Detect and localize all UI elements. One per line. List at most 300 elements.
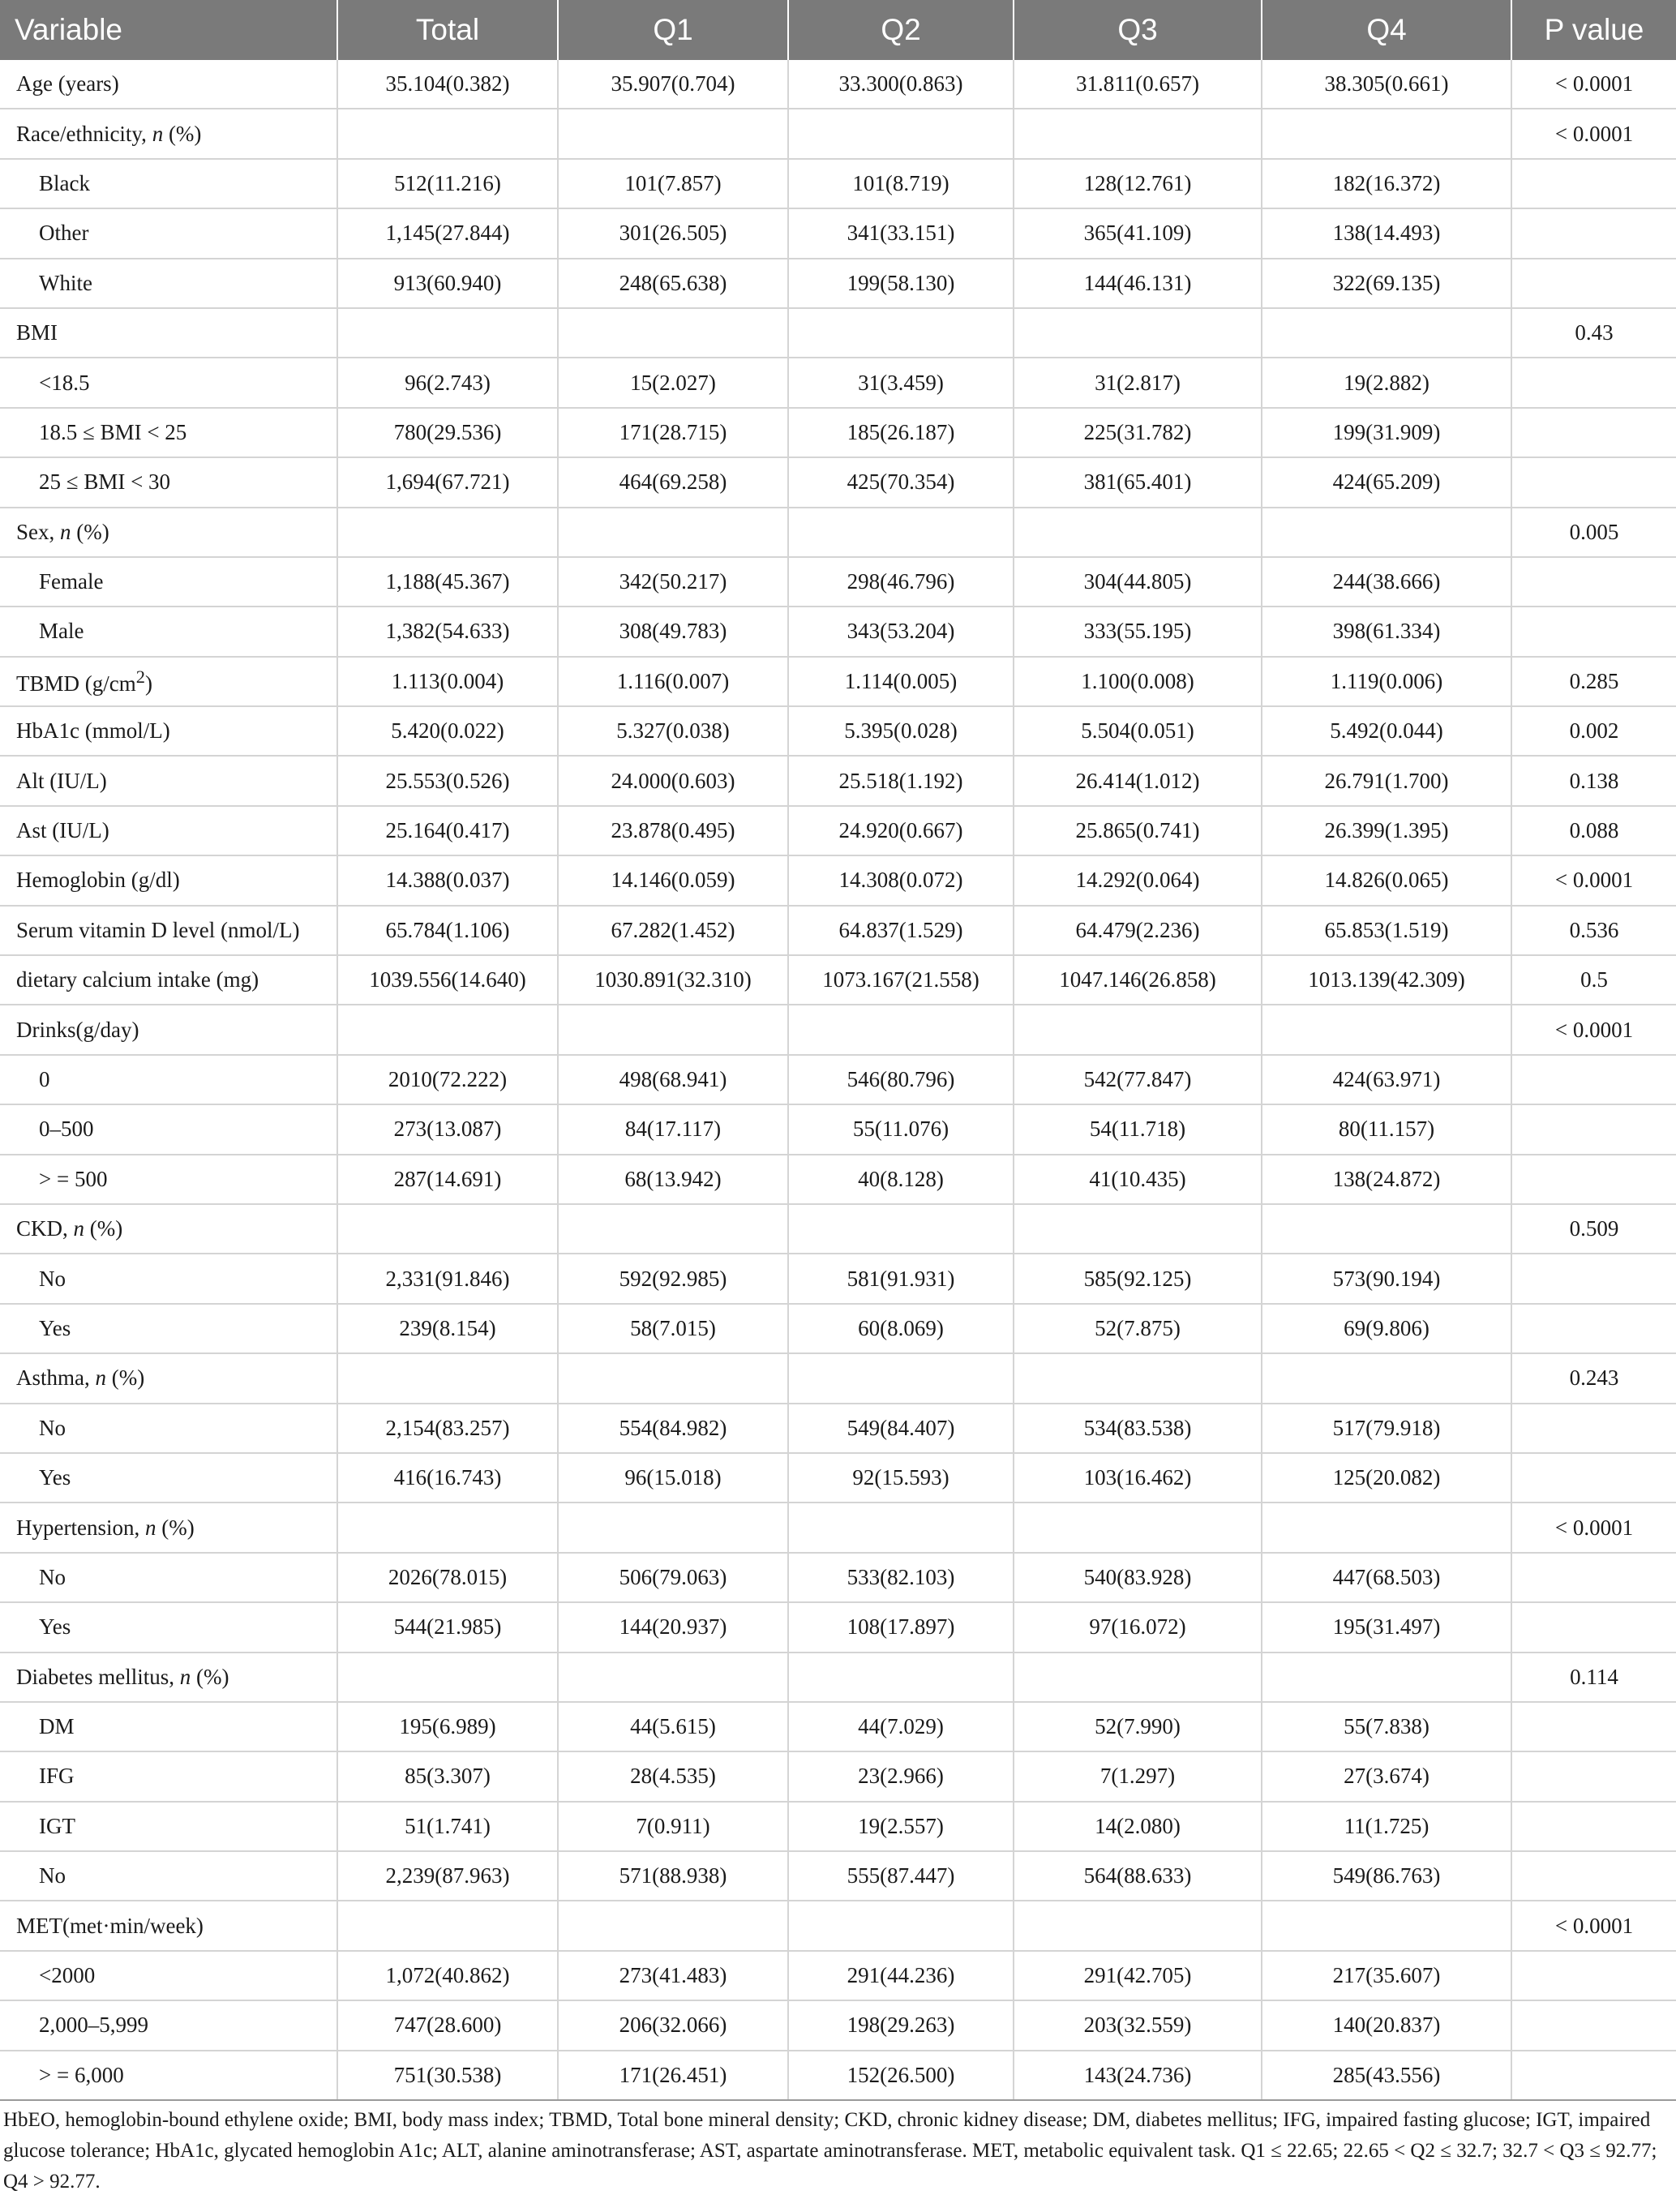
cell-q3 (1014, 1353, 1262, 1403)
cell-q4 (1262, 1503, 1511, 1552)
table-row (0, 457, 1676, 507)
cell-p-value (1511, 457, 1676, 507)
header-total: Total (337, 0, 558, 60)
cell-total (337, 1503, 558, 1552)
table-row (0, 1404, 1676, 1453)
cell-total: 14.388(0.037) (337, 855, 558, 905)
cell-q3 (1014, 1901, 1262, 1950)
cell-q3: 26.414(1.012) (1014, 756, 1262, 805)
cell-p-value (1511, 607, 1676, 656)
cell-variable: <18.5 (0, 358, 337, 407)
cell-variable: Drinks(g/day) (0, 1005, 337, 1054)
cell-q3: 5.504(0.051) (1014, 706, 1262, 756)
cell-total (337, 1353, 558, 1403)
cell-total: 1,382(54.633) (337, 607, 558, 656)
cell-q1 (558, 1901, 788, 1950)
cell-p-value: 0.285 (1511, 657, 1676, 706)
cell-p-value (1511, 1104, 1676, 1154)
table-body (0, 60, 1676, 2100)
cell-total: 25.164(0.417) (337, 806, 558, 855)
cell-q3: 333(55.195) (1014, 607, 1262, 656)
cell-total: 1039.556(14.640) (337, 955, 558, 1005)
cell-q1: 342(50.217) (558, 557, 788, 607)
cell-p-value: 0.138 (1511, 756, 1676, 805)
cell-q1: 58(7.015) (558, 1304, 788, 1353)
cell-q3 (1014, 1503, 1262, 1552)
cell-q1: 248(65.638) (558, 259, 788, 308)
cell-q2 (788, 1353, 1014, 1403)
cell-total: 1.113(0.004) (337, 657, 558, 706)
cell-q2: 108(17.897) (788, 1602, 1014, 1652)
cell-q4: 65.853(1.519) (1262, 906, 1511, 955)
header-q4: Q4 (1262, 0, 1511, 60)
cell-q3: 365(41.109) (1014, 208, 1262, 258)
cell-q2: 40(8.128) (788, 1155, 1014, 1204)
cell-q3: 540(83.928) (1014, 1553, 1262, 1602)
cell-q1: 498(68.941) (558, 1055, 788, 1104)
cell-variable: HbA1c (mmol/L) (0, 706, 337, 756)
cell-total: 96(2.743) (337, 358, 558, 407)
cell-q4: 80(11.157) (1262, 1104, 1511, 1154)
cell-total (337, 308, 558, 358)
cell-q4: 549(86.763) (1262, 1851, 1511, 1901)
cell-variable: Female (0, 557, 337, 607)
cell-p-value (1511, 1702, 1676, 1751)
cell-q1: 14.146(0.059) (558, 855, 788, 905)
cell-variable: DM (0, 1702, 337, 1751)
cell-q4 (1262, 308, 1511, 358)
table-row (0, 358, 1676, 407)
cell-q2: 549(84.407) (788, 1404, 1014, 1453)
cell-total: 35.104(0.382) (337, 60, 558, 109)
cell-q3: 1.100(0.008) (1014, 657, 1262, 706)
cell-q4: 424(63.971) (1262, 1055, 1511, 1104)
cell-variable: > = 6,000 (0, 2051, 337, 2100)
table-row (0, 855, 1676, 905)
cell-q1: 84(17.117) (558, 1104, 788, 1154)
cell-variable: > = 500 (0, 1155, 337, 1204)
cell-q3: 97(16.072) (1014, 1602, 1262, 1652)
cell-p-value (1511, 1155, 1676, 1204)
cell-p-value: 0.536 (1511, 906, 1676, 955)
table-row (0, 806, 1676, 855)
cell-variable: Yes (0, 1453, 337, 1503)
table-row (0, 408, 1676, 457)
cell-q4 (1262, 508, 1511, 557)
cell-q4: 19(2.882) (1262, 358, 1511, 407)
table-row (0, 308, 1676, 358)
cell-q3: 52(7.875) (1014, 1304, 1262, 1353)
cell-p-value (1511, 1602, 1676, 1652)
cell-q2: 60(8.069) (788, 1304, 1014, 1353)
cell-q4: 38.305(0.661) (1262, 60, 1511, 109)
cell-variable: Alt (IU/L) (0, 756, 337, 805)
table-row (0, 1503, 1676, 1552)
cell-q1: 23.878(0.495) (558, 806, 788, 855)
cell-q1: 35.907(0.704) (558, 60, 788, 109)
cell-total: 1,145(27.844) (337, 208, 558, 258)
cell-p-value: 0.002 (1511, 706, 1676, 756)
cell-q2: 185(26.187) (788, 408, 1014, 457)
cell-q3: 41(10.435) (1014, 1155, 1262, 1204)
cell-q4: 199(31.909) (1262, 408, 1511, 457)
cell-total: 2010(72.222) (337, 1055, 558, 1104)
cell-q4: 11(1.725) (1262, 1802, 1511, 1851)
cell-q3: 64.479(2.236) (1014, 906, 1262, 955)
cell-total (337, 109, 558, 158)
cell-q3: 54(11.718) (1014, 1104, 1262, 1154)
cell-q4: 5.492(0.044) (1262, 706, 1511, 756)
cell-q4: 447(68.503) (1262, 1553, 1511, 1602)
cell-p-value (1511, 1802, 1676, 1851)
cell-q3: 52(7.990) (1014, 1702, 1262, 1751)
cell-p-value: 0.243 (1511, 1353, 1676, 1403)
cell-q1: 28(4.535) (558, 1751, 788, 1801)
table-row (0, 159, 1676, 208)
cell-p-value: < 0.0001 (1511, 109, 1676, 158)
cell-variable: Hypertension, n (%) (0, 1503, 337, 1552)
cell-q1: 171(28.715) (558, 408, 788, 457)
cell-variable: Age (years) (0, 60, 337, 109)
cell-total: 2,154(83.257) (337, 1404, 558, 1453)
cell-q1: 554(84.982) (558, 1404, 788, 1453)
cell-q2: 14.308(0.072) (788, 855, 1014, 905)
cell-variable: No (0, 1553, 337, 1602)
table-row (0, 955, 1676, 1005)
cell-variable: Male (0, 607, 337, 656)
cell-total: 512(11.216) (337, 159, 558, 208)
cell-q1: 1.116(0.007) (558, 657, 788, 706)
cell-p-value: < 0.0001 (1511, 1901, 1676, 1950)
cell-p-value (1511, 1951, 1676, 2000)
header-q2: Q2 (788, 0, 1014, 60)
cell-total: 2,239(87.963) (337, 1851, 558, 1901)
cell-q1: 1030.891(32.310) (558, 955, 788, 1005)
cell-p-value (1511, 1254, 1676, 1303)
cell-variable: Race/ethnicity, n (%) (0, 109, 337, 158)
cell-q2: 581(91.931) (788, 1254, 1014, 1303)
cell-q2: 31(3.459) (788, 358, 1014, 407)
cell-q4: 244(38.666) (1262, 557, 1511, 607)
cell-q2: 343(53.204) (788, 607, 1014, 656)
cell-q1: 464(69.258) (558, 457, 788, 507)
cell-q2: 198(29.263) (788, 2000, 1014, 2050)
cell-q3: 381(65.401) (1014, 457, 1262, 507)
cell-q2: 64.837(1.529) (788, 906, 1014, 955)
cell-q1 (558, 1503, 788, 1552)
cell-variable: No (0, 1254, 337, 1303)
table-row (0, 109, 1676, 158)
cell-total: 416(16.743) (337, 1453, 558, 1503)
cell-p-value (1511, 1404, 1676, 1453)
cell-p-value: 0.43 (1511, 308, 1676, 358)
cell-q4: 195(31.497) (1262, 1602, 1511, 1652)
table-row (0, 508, 1676, 557)
cell-q3: 225(31.782) (1014, 408, 1262, 457)
cell-total: 780(29.536) (337, 408, 558, 457)
cell-q4 (1262, 1204, 1511, 1254)
cell-p-value (1511, 2051, 1676, 2100)
table-row (0, 1553, 1676, 1602)
cell-q4: 424(65.209) (1262, 457, 1511, 507)
cell-total (337, 1005, 558, 1054)
cell-q3: 291(42.705) (1014, 1951, 1262, 2000)
cell-q2 (788, 109, 1014, 158)
cell-q4: 27(3.674) (1262, 1751, 1511, 1801)
cell-q4: 26.399(1.395) (1262, 806, 1511, 855)
table-row (0, 1702, 1676, 1751)
cell-total: 751(30.538) (337, 2051, 558, 2100)
cell-q3: 542(77.847) (1014, 1055, 1262, 1104)
cell-variable: Ast (IU/L) (0, 806, 337, 855)
cell-q1: 171(26.451) (558, 2051, 788, 2100)
cell-p-value: < 0.0001 (1511, 60, 1676, 109)
cell-variable: 0 (0, 1055, 337, 1104)
table-row (0, 1851, 1676, 1901)
cell-q3 (1014, 508, 1262, 557)
cell-q1: 571(88.938) (558, 1851, 788, 1901)
cell-q4: 517(79.918) (1262, 1404, 1511, 1453)
cell-q4: 322(69.135) (1262, 259, 1511, 308)
cell-total: 65.784(1.106) (337, 906, 558, 955)
cell-p-value (1511, 358, 1676, 407)
cell-q4 (1262, 1653, 1511, 1702)
cell-q4: 125(20.082) (1262, 1453, 1511, 1503)
cell-q2 (788, 1901, 1014, 1950)
cell-q4: 285(43.556) (1262, 2051, 1511, 2100)
cell-q2: 33.300(0.863) (788, 60, 1014, 109)
table-row (0, 1254, 1676, 1303)
cell-p-value: 0.5 (1511, 955, 1676, 1005)
cell-variable: Sex, n (%) (0, 508, 337, 557)
cell-variable: White (0, 259, 337, 308)
cell-q3 (1014, 1653, 1262, 1702)
cell-total: 25.553(0.526) (337, 756, 558, 805)
cell-q3: 203(32.559) (1014, 2000, 1262, 2050)
cell-total: 913(60.940) (337, 259, 558, 308)
cell-q2: 19(2.557) (788, 1802, 1014, 1851)
table-row (0, 2000, 1676, 2050)
table-row (0, 557, 1676, 607)
cell-total (337, 1204, 558, 1254)
cell-q2: 25.518(1.192) (788, 756, 1014, 805)
cell-q2: 92(15.593) (788, 1453, 1014, 1503)
cell-p-value (1511, 259, 1676, 308)
cell-q1: 308(49.783) (558, 607, 788, 656)
cell-total: 1,694(67.721) (337, 457, 558, 507)
cell-q4: 217(35.607) (1262, 1951, 1511, 2000)
cell-variable: Yes (0, 1304, 337, 1353)
cell-q2: 55(11.076) (788, 1104, 1014, 1154)
table-row (0, 60, 1676, 109)
cell-q2 (788, 508, 1014, 557)
cell-q3 (1014, 1005, 1262, 1054)
cell-total: 85(3.307) (337, 1751, 558, 1801)
cell-q3 (1014, 109, 1262, 158)
cell-p-value: 0.114 (1511, 1653, 1676, 1702)
table-row (0, 1055, 1676, 1104)
cell-q3: 534(83.538) (1014, 1404, 1262, 1453)
cell-variable: Black (0, 159, 337, 208)
table-row (0, 1653, 1676, 1702)
cell-p-value (1511, 208, 1676, 258)
cell-q4: 55(7.838) (1262, 1702, 1511, 1751)
cell-q1 (558, 508, 788, 557)
table-row (0, 1155, 1676, 1204)
cell-q4: 26.791(1.700) (1262, 756, 1511, 805)
cell-q3: 585(92.125) (1014, 1254, 1262, 1303)
cell-q3: 31(2.817) (1014, 358, 1262, 407)
cell-q4: 573(90.194) (1262, 1254, 1511, 1303)
cell-p-value (1511, 557, 1676, 607)
cell-total (337, 1901, 558, 1950)
cell-q4: 182(16.372) (1262, 159, 1511, 208)
cell-q2: 546(80.796) (788, 1055, 1014, 1104)
cell-q3: 128(12.761) (1014, 159, 1262, 208)
cell-q1 (558, 109, 788, 158)
cell-q3: 103(16.462) (1014, 1453, 1262, 1503)
cell-total: 195(6.989) (337, 1702, 558, 1751)
table-row (0, 906, 1676, 955)
cell-q2: 1073.167(21.558) (788, 955, 1014, 1005)
cell-q2 (788, 308, 1014, 358)
cell-q3: 25.865(0.741) (1014, 806, 1262, 855)
cell-variable: No (0, 1851, 337, 1901)
table-row (0, 657, 1676, 706)
cell-q2: 341(33.151) (788, 208, 1014, 258)
cell-q4 (1262, 1901, 1511, 1950)
cell-variable: Other (0, 208, 337, 258)
table-row (0, 1802, 1676, 1851)
cell-q3: 564(88.633) (1014, 1851, 1262, 1901)
cell-variable: IFG (0, 1751, 337, 1801)
cell-variable: MET(met·min/week) (0, 1901, 337, 1950)
cell-q3: 144(46.131) (1014, 259, 1262, 308)
cell-q2 (788, 1005, 1014, 1054)
cell-variable: <2000 (0, 1951, 337, 2000)
table-row (0, 607, 1676, 656)
table-row (0, 1751, 1676, 1801)
table-header-row (0, 0, 1676, 60)
cell-variable: 18.5 ≤ BMI < 25 (0, 408, 337, 457)
cell-variable: 2,000–5,999 (0, 2000, 337, 2050)
cell-p-value: 0.005 (1511, 508, 1676, 557)
cell-total: 1,072(40.862) (337, 1951, 558, 2000)
cell-q1: 5.327(0.038) (558, 706, 788, 756)
cell-q1: 7(0.911) (558, 1802, 788, 1851)
cell-q3: 7(1.297) (1014, 1751, 1262, 1801)
table-row (0, 1005, 1676, 1054)
cell-q1: 67.282(1.452) (558, 906, 788, 955)
cell-q2: 101(8.719) (788, 159, 1014, 208)
cell-q3 (1014, 308, 1262, 358)
cell-variable: 25 ≤ BMI < 30 (0, 457, 337, 507)
table-row (0, 2051, 1676, 2100)
cell-q4 (1262, 1353, 1511, 1403)
cell-q4: 398(61.334) (1262, 607, 1511, 656)
cell-p-value (1511, 1453, 1676, 1503)
cell-q1 (558, 1005, 788, 1054)
cell-q4 (1262, 1005, 1511, 1054)
cell-q1: 144(20.937) (558, 1602, 788, 1652)
cell-q1: 273(41.483) (558, 1951, 788, 2000)
cell-p-value: 0.088 (1511, 806, 1676, 855)
cell-q2: 291(44.236) (788, 1951, 1014, 2000)
cell-variable: No (0, 1404, 337, 1453)
cell-q2: 425(70.354) (788, 457, 1014, 507)
cell-q1: 101(7.857) (558, 159, 788, 208)
cell-q2 (788, 1653, 1014, 1702)
cell-q4: 140(20.837) (1262, 2000, 1511, 2050)
table-row (0, 1901, 1676, 1950)
cell-q1: 96(15.018) (558, 1453, 788, 1503)
table-row (0, 1104, 1676, 1154)
cell-total (337, 1653, 558, 1702)
cell-q2 (788, 1503, 1014, 1552)
cell-variable: Asthma, n (%) (0, 1353, 337, 1403)
table-row (0, 1204, 1676, 1254)
cell-p-value (1511, 408, 1676, 457)
cell-q2: 5.395(0.028) (788, 706, 1014, 756)
cell-q2 (788, 1204, 1014, 1254)
cell-total: 544(21.985) (337, 1602, 558, 1652)
cell-p-value (1511, 1751, 1676, 1801)
cell-q2: 533(82.103) (788, 1553, 1014, 1602)
table-row (0, 1602, 1676, 1652)
cell-variable: IGT (0, 1802, 337, 1851)
cell-q4: 1013.139(42.309) (1262, 955, 1511, 1005)
cell-q2: 24.920(0.667) (788, 806, 1014, 855)
cell-variable: Hemoglobin (g/dl) (0, 855, 337, 905)
table-row (0, 1304, 1676, 1353)
cell-variable: Diabetes mellitus, n (%) (0, 1653, 337, 1702)
cell-q3: 304(44.805) (1014, 557, 1262, 607)
cell-q3: 31.811(0.657) (1014, 60, 1262, 109)
cell-variable: BMI (0, 308, 337, 358)
cell-p-value: 0.509 (1511, 1204, 1676, 1254)
cell-q2: 298(46.796) (788, 557, 1014, 607)
cell-q3: 14.292(0.064) (1014, 855, 1262, 905)
cell-p-value: < 0.0001 (1511, 1503, 1676, 1552)
cell-q3: 1047.146(26.858) (1014, 955, 1262, 1005)
cell-q1: 592(92.985) (558, 1254, 788, 1303)
cell-q1: 15(2.027) (558, 358, 788, 407)
cell-q1: 301(26.505) (558, 208, 788, 258)
cell-q4: 1.119(0.006) (1262, 657, 1511, 706)
cell-total: 273(13.087) (337, 1104, 558, 1154)
cell-q1 (558, 1653, 788, 1702)
cell-variable: Serum vitamin D level (nmol/L) (0, 906, 337, 955)
cell-q4: 138(14.493) (1262, 208, 1511, 258)
cell-q2: 23(2.966) (788, 1751, 1014, 1801)
cell-q1 (558, 1353, 788, 1403)
header-q3: Q3 (1014, 0, 1262, 60)
cell-q4: 69(9.806) (1262, 1304, 1511, 1353)
table-row (0, 208, 1676, 258)
cell-q1 (558, 308, 788, 358)
cell-p-value (1511, 2000, 1676, 2050)
cell-total: 51(1.741) (337, 1802, 558, 1851)
cell-p-value: < 0.0001 (1511, 855, 1676, 905)
cell-q4 (1262, 109, 1511, 158)
table-row (0, 1453, 1676, 1503)
cell-variable: CKD, n (%) (0, 1204, 337, 1254)
cell-variable: dietary calcium intake (mg) (0, 955, 337, 1005)
cell-q4: 138(24.872) (1262, 1155, 1511, 1204)
cell-p-value: < 0.0001 (1511, 1005, 1676, 1054)
table-row (0, 1353, 1676, 1403)
cell-p-value (1511, 159, 1676, 208)
